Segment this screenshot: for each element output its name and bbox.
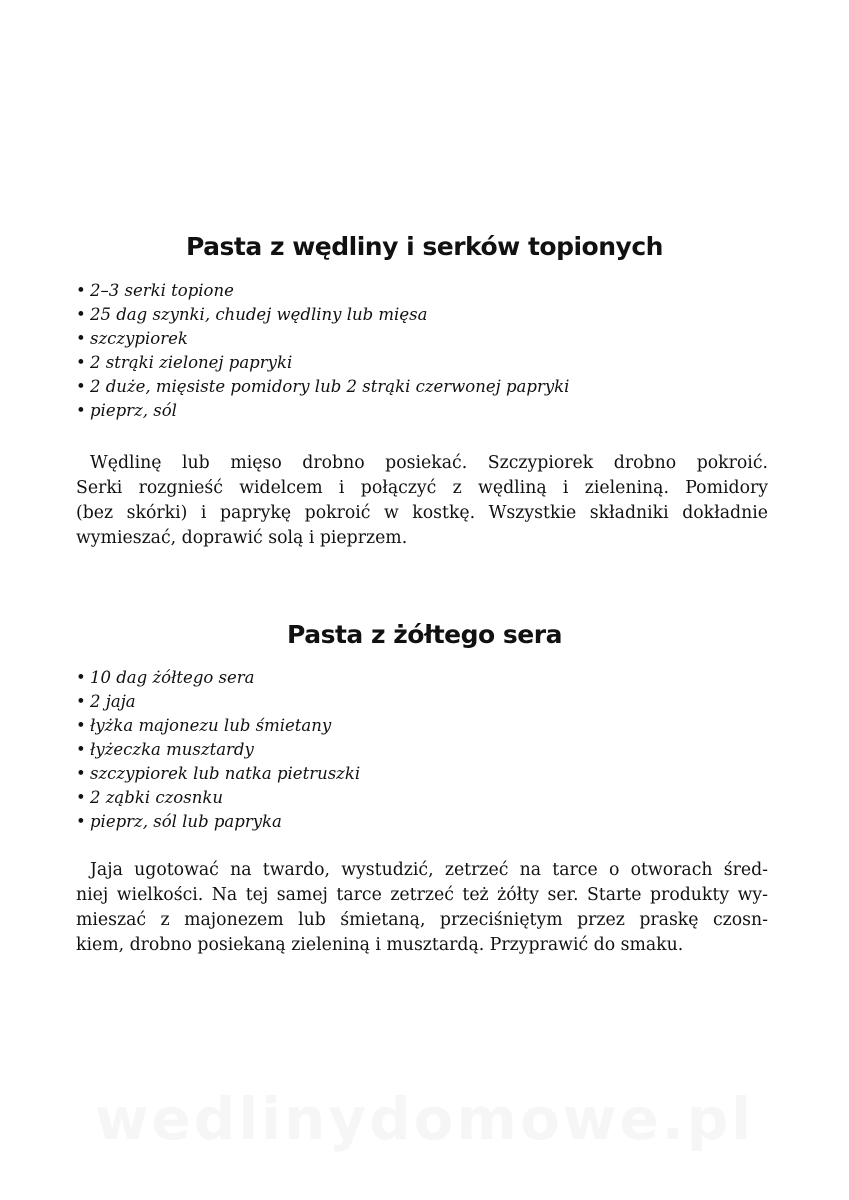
bullet: •: [76, 305, 86, 324]
bullet: •: [76, 716, 86, 735]
ingredient-text: łyżeczka musztardy: [90, 740, 254, 759]
list-item: [76, 714, 360, 738]
ingredient-text: 2 strąki zielonej papryki: [90, 353, 293, 372]
instructions-paragraph: [76, 451, 768, 551]
bullet: •: [76, 740, 86, 759]
list-item: [76, 279, 569, 303]
ingredient-text: 2 duże, mięsiste pomidory lub 2 strąki czerwonej papryki: [90, 377, 570, 396]
list-item: [76, 303, 569, 327]
bullet: •: [76, 281, 86, 300]
bullet: •: [76, 668, 86, 687]
instructions-paragraph: [76, 858, 768, 958]
list-item: [76, 351, 569, 375]
recipe-title: Pasta z żółtego sera: [287, 620, 562, 649]
instruction-line: kiem, drobno posiekaną zieleniną i musztardą. Przyprawić do smaku.: [76, 935, 684, 955]
instruction-line: mieszać z majonezem lub śmietaną, przeciśniętym przez praskę czosn-: [76, 910, 768, 930]
ingredient-text: łyżka majonezu lub śmietany: [90, 716, 332, 735]
ingredient-text: pieprz, sól: [90, 401, 177, 420]
instruction-line: Jaja ugotować na twardo, wystudzić, zetrzeć na tarce o otworach śred-: [90, 860, 768, 880]
ingredient-list: [76, 279, 569, 423]
ingredient-text: 2–3 serki topione: [90, 281, 234, 300]
ingredient-text: 25 dag szynki, chudej wędliny lub mięsa: [90, 305, 428, 324]
ingredient-text: 2 ząbki czosnku: [90, 788, 223, 807]
list-item: [76, 762, 360, 786]
ingredient-text: pieprz, sól lub papryka: [90, 812, 282, 831]
bullet: •: [76, 377, 86, 396]
list-item: [76, 738, 360, 762]
ingredient-text: 10 dag żółtego sera: [90, 668, 255, 687]
bullet: •: [76, 788, 86, 807]
bullet: •: [76, 764, 86, 783]
ingredient-text: szczypiorek lub natka pietruszki: [90, 764, 361, 783]
instruction-line: Wędlinę lub mięso drobno posiekać. Szczypiorek drobno pokroić.: [90, 453, 768, 473]
instruction-line: wymieszać, doprawić solą i pieprzem.: [76, 528, 408, 548]
list-item: [76, 327, 569, 351]
watermark: wedlinydomowe.pl: [94, 1085, 755, 1153]
list-item: [76, 375, 569, 399]
ingredient-text: 2 jaja: [90, 692, 136, 711]
list-item: [76, 810, 360, 834]
bullet: •: [76, 812, 86, 831]
bullet: •: [76, 353, 86, 372]
list-item: [76, 666, 360, 690]
ingredient-text: szczypiorek: [90, 329, 188, 348]
list-item: [76, 690, 360, 714]
instruction-line: Serki rozgnieść widelcem i połączyć z wędliną i zieleniną. Pomidory: [76, 478, 768, 498]
instruction-line: niej wielkości. Na tej samej tarce zetrzeć też żółty ser. Starte produkty wy-: [76, 885, 768, 905]
list-item: [76, 786, 360, 810]
ingredient-list: [76, 666, 360, 834]
instruction-line: (bez skórki) i paprykę pokroić w kostkę. Wszystkie składniki dokładnie: [76, 503, 768, 523]
bullet: •: [76, 401, 86, 420]
list-item: [76, 399, 569, 423]
bullet: •: [76, 692, 86, 711]
bullet: •: [76, 329, 86, 348]
recipe-title: Pasta z wędliny i serków topionych: [186, 232, 663, 261]
